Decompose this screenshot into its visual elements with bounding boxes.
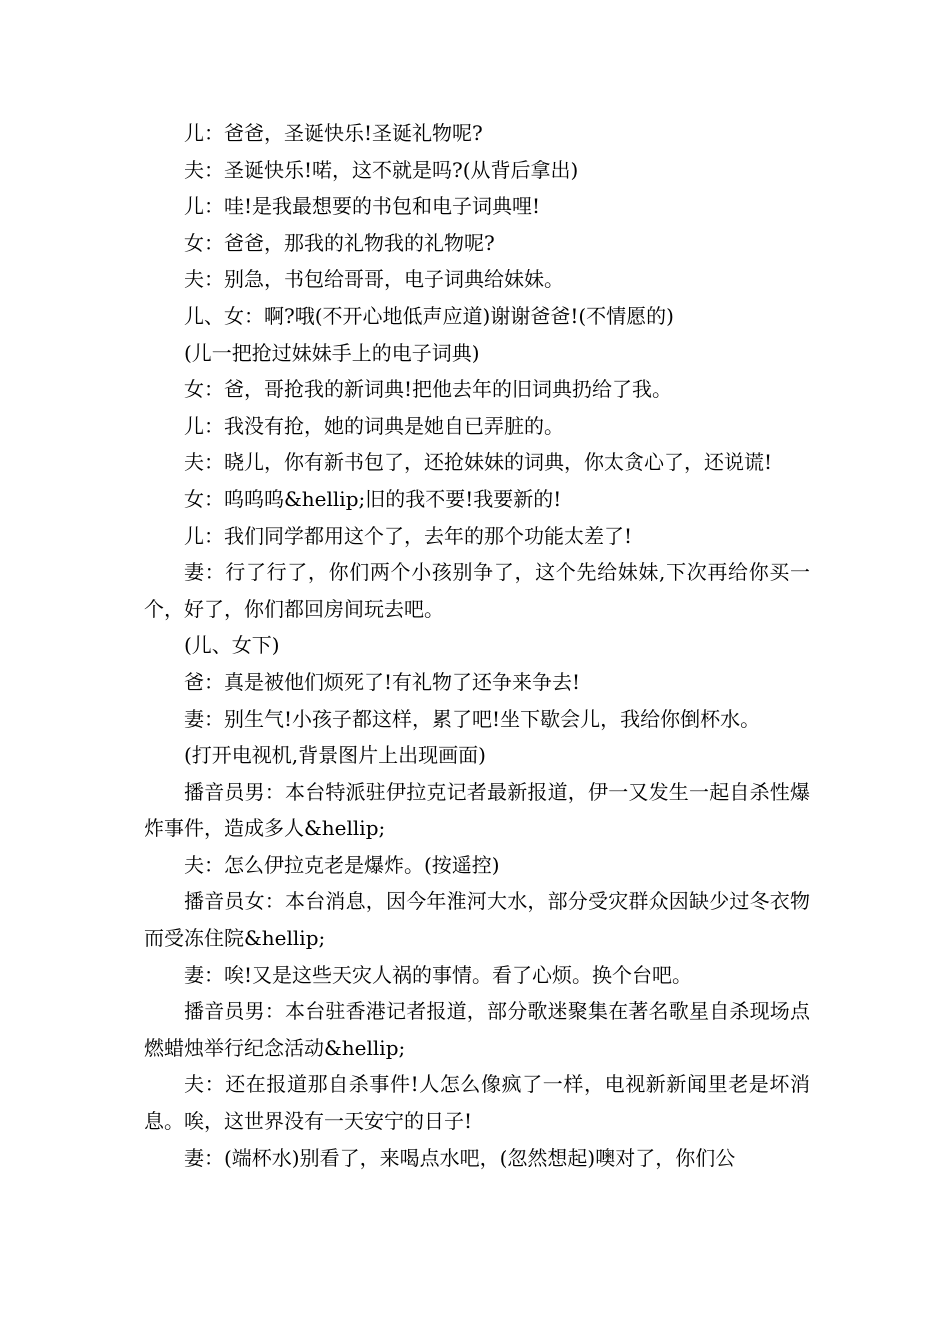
dialogue-line: 儿：哇!是我最想要的书包和电子词典哩! xyxy=(184,194,541,219)
dialogue-line: 儿：爸爸，圣诞快乐!圣诞礼物呢? xyxy=(184,121,483,145)
dialogue-line: 夫：晓儿，你有新书包了，还抢妹妹的词典，你太贪心了，还说谎! xyxy=(184,450,773,475)
dialogue-line: 女：爸，哥抢我的新词典!把他去年的旧词典扔给了我。 xyxy=(184,377,673,402)
dialogue-line: 夫：圣诞快乐!喏，这不就是吗?(从背后拿出) xyxy=(184,157,579,182)
stage-direction: (儿一把抢过妹妹手上的电子词典) xyxy=(184,340,480,365)
dialogue-line: 夫：还在报道那自杀事件!人怎么像疯了一样，电视新新闻里老是坏消息。唉，这世界没有一天安宁的日子! xyxy=(144,1072,810,1134)
dialogue-line: 妻：别生气!小孩子都这样，累了吧!坐下歇会儿，我给你倒杯水。 xyxy=(184,706,761,731)
dialogue-line: 妻：(端杯水)别看了，来喝点水吧，(忽然想起)噢对了，你们公 xyxy=(184,1145,736,1170)
dialogue-line: 女：爸爸，那我的礼物我的礼物呢? xyxy=(184,230,495,255)
dialogue-line: 播音员女：本台消息，因今年淮河大水，部分受灾群众因缺少过冬衣物而受冻住院&hellip; xyxy=(144,889,810,951)
dialogue-line: 儿、女：啊?哦(不开心地低声应道)谢谢爸爸!(不情愿的) xyxy=(184,303,674,328)
dialogue-line: 爸：真是被他们烦死了!有礼物了还争来争去! xyxy=(184,669,581,694)
dialogue-line: 夫：怎么伊拉克老是爆炸。(按遥控) xyxy=(184,852,500,877)
dialogue-line: 女：呜呜呜&hellip;旧的我不要!我要新的! xyxy=(184,486,562,511)
script-text xyxy=(144,115,810,1176)
dialogue-line: 儿：我们同学都用这个了，去年的那个功能太差了! xyxy=(184,523,633,548)
dialogue-line: 妻：行了行了，你们两个小孩别争了，这个先给妹妹,下次再给你买一个，好了，你们都回房间玩去吧。 xyxy=(144,560,810,621)
dialogue-line: 妻：唉!又是这些天灾人祸的事情。看了心烦。换个台吧。 xyxy=(184,962,693,987)
dialogue-line: 儿：我没有抢，她的词典是她自已弄脏的。 xyxy=(184,413,564,438)
stage-direction: (儿、女下) xyxy=(184,633,280,658)
dialogue-line: 播音员男：本台特派驻伊拉克记者最新报道，伊一又发生一起自杀性爆炸事件，造成多人&hellip; xyxy=(144,779,810,841)
dialogue-line: 夫：别急，书包给哥哥，电子词典给妹妹。 xyxy=(184,267,564,292)
dialogue-line: 播音员男：本台驻香港记者报道，部分歌迷聚集在著名歌星自杀现场点燃蜡烛举行纪念活动&hellip; xyxy=(144,999,810,1060)
stage-direction: (打开电视机,背景图片上出现画面) xyxy=(184,743,486,768)
